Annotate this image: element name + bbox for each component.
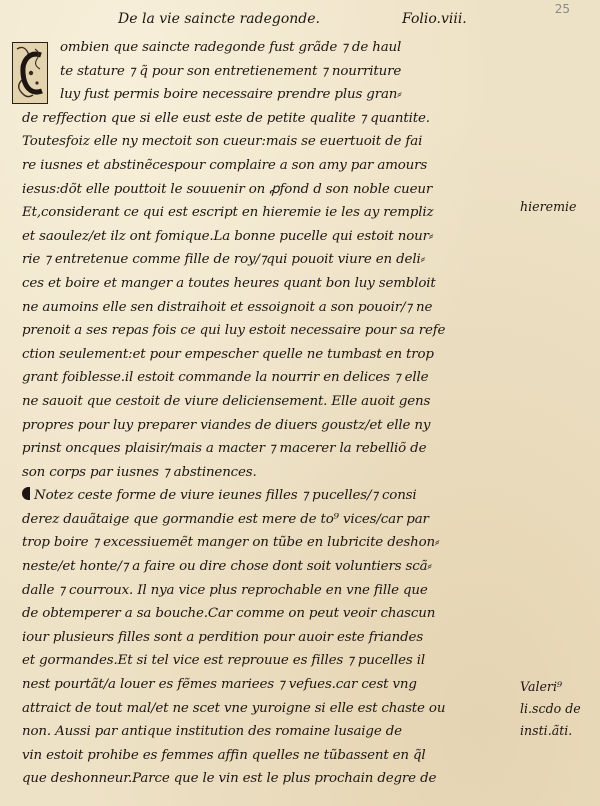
text-line: Toutesfoiz elle ny mectoit son cueur:mais se euertuoit de fai — [22, 134, 423, 150]
text-line: et saoulez/et ilz ont fomique.La bonne pucelle qui estoit nour⸗ — [22, 228, 434, 244]
text-line: ne aumoins elle sen distraihoit et essoignoit a son pouoir/⁊ ne — [22, 299, 433, 315]
text-line-with-pilcrow — [22, 484, 518, 508]
text-line: de reffection que si elle eust este de petite qualite ⁊ quantite. — [22, 110, 430, 126]
text-line: que deshonneur.Parce que le vin est le plus prochain degre de — [22, 771, 437, 787]
text-line: ces et boire et manger a toutes heures quant bon luy sembloit — [22, 275, 436, 291]
text-line: prenoit a ses repas fois ce qui luy estoit necessaire pour sa refe — [22, 323, 446, 339]
text-line: propres pour luy preparer viandes de diuers goustz/et elle ny — [22, 417, 431, 433]
margin-note-line: insti.ãti. — [520, 723, 573, 738]
text-line: ne sauoit que cestoit de viure deliciensement. Elle auoit gens — [22, 393, 431, 409]
pilcrow-icon — [22, 487, 30, 500]
text-line: derez dauãtaige que gormandie est mere de to⁹ vices/car par — [22, 511, 429, 527]
margin-note-line: hieremie — [520, 199, 577, 214]
margin-note-valerius — [520, 676, 590, 742]
text-line: vin estoit prohibe es femmes affin quelles ne tũbassent en q̃l — [22, 747, 426, 763]
text-line: re iusnes et abstinẽcespour complaire a son amy par amours — [22, 157, 428, 173]
text-line: son corps par iusnes ⁊ abstinences. — [22, 464, 257, 480]
text-line: Et,considerant ce qui est escript en hieremie ie les ay rempliz — [22, 205, 434, 221]
text-line: et gormandes.Et si tel vice est reprouue es filles ⁊ pucelles il — [22, 653, 425, 669]
folio-number: Folio.viii. — [402, 11, 467, 27]
text-line: ombien que saincte radegonde fust grãde ⁊ de haul — [60, 40, 402, 55]
text-line: de obtemperer a sa bouche.Car comme on peut veoir chascun — [22, 606, 436, 622]
main-text-block — [22, 36, 518, 791]
text-line: ction seulement:et pour empescher quelle ne tumbast en trop — [22, 346, 434, 362]
margin-note-hieremie — [520, 196, 590, 218]
text-line: dalle ⁊ courroux. Il nya vice plus reprochable en vne fille que — [22, 582, 428, 598]
text-line: iour plusieurs filles sont a perdition pour auoir este friandes — [22, 629, 424, 645]
text-line: attraict de tout mal/et ne scet vne yuroigne si elle est chaste ou — [22, 700, 446, 716]
text-line: nest pourtãt/a louer es fẽmes mariees ⁊ vefues.car cest vng — [22, 677, 417, 693]
running-header — [118, 8, 518, 30]
margin-note-line: li.scdo de — [520, 701, 581, 716]
text-line: non. Aussi par antique institution des romaine lusaige de — [22, 724, 402, 740]
text-line: rie ⁊ entretenue comme fille de roy/⁊qui pouoit viure en deli⸗ — [22, 252, 425, 268]
margin-note-line: Valeri⁹ — [520, 679, 563, 694]
pencil-page-number: 25 — [554, 2, 570, 16]
text-line: iesus:dõt elle pouttoit le souuenir on ꝓfond d son noble cueur — [22, 181, 433, 197]
text-line: grant foiblesse.il estoit commande la nourrir en delices ⁊ elle — [22, 370, 429, 386]
text-line: trop boire ⁊ excessiuemẽt manger on tũbe en lubricite deshon⸗ — [22, 535, 440, 551]
text-line: Notez ceste forme de viure ieunes filles ⁊ pucelles/⁊ consi — [34, 488, 417, 504]
running-title: De la vie saincte radegonde. — [118, 11, 320, 27]
text-line: te stature ⁊ q̃ pour son entretienement ⁊ nourriture — [60, 63, 402, 79]
text-line: prinst oncques plaisir/mais a macter ⁊ macerer la rebelliõ de — [22, 441, 427, 457]
text-line: luy fust permis boire necessaire prendre plus gran⸗ — [60, 87, 402, 103]
text-line: neste/et honte/⁊ a faire ou dire chose dont soit voluntiers scã⸗ — [22, 559, 432, 575]
